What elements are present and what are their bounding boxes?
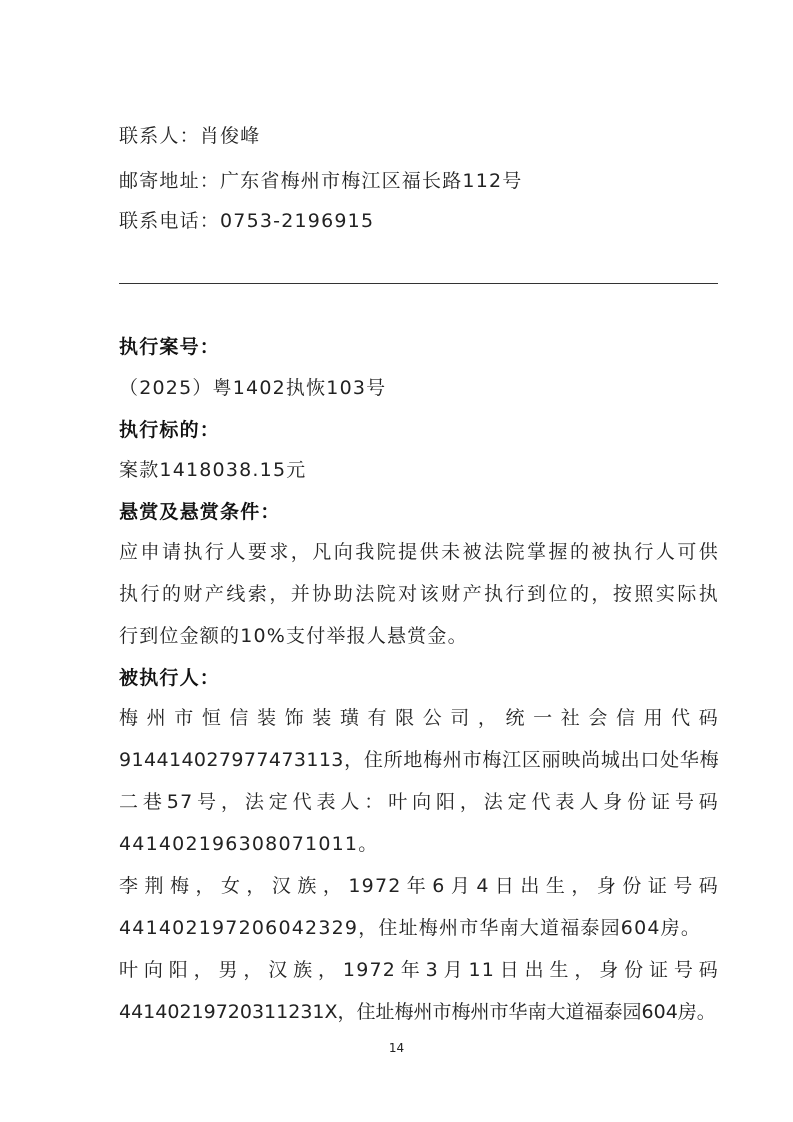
respondent-line: 李荆梅，女，汉族，1972年6月4日出生，身份证号码: [119, 875, 719, 897]
execution-target-heading: 执行标的：: [119, 419, 221, 441]
respondent-line: 44140219720311231X，住址梅州市梅州市华南大道福泰园604房。: [119, 1001, 716, 1023]
reward-conditions-line: 执行的财产线索，并协助法院对该财产执行到位的，按照实际执: [119, 583, 719, 605]
case-number: （2025）粤1402执恢103号: [119, 377, 387, 399]
reward-conditions-line: 行到位金额的10%支付举报人悬赏金。: [119, 625, 468, 647]
respondent-line: 914414027977473113，住所地梅州市梅江区丽映尚城出口处华梅: [119, 749, 719, 771]
contact-person: 联系人：肖俊峰: [119, 125, 261, 147]
respondent-line: 二巷57号，法定代表人：叶向阳，法定代表人身份证号码: [119, 791, 719, 813]
case-number-heading: 执行案号：: [119, 336, 221, 358]
section-divider: [119, 283, 718, 284]
respondent-line: 441402197206042329，住址梅州市华南大道福泰园604房。: [119, 917, 702, 939]
page-number: 14: [388, 1041, 405, 1055]
reward-conditions-line: 应申请执行人要求，凡向我院提供未被法院掌握的被执行人可供: [119, 541, 719, 563]
execution-target: 案款1418038.15元: [119, 459, 307, 481]
respondent-heading: 被执行人：: [119, 667, 221, 689]
respondent-line: 梅州市恒信装饰装璜有限公司，统一社会信用代码: [119, 707, 719, 729]
contact-phone: 联系电话：0753-2196915: [119, 210, 375, 232]
reward-conditions-heading: 悬赏及悬赏条件：: [119, 501, 281, 523]
respondent-line: 叶向阳，男，汉族，1972年3月11日出生，身份证号码: [119, 959, 719, 981]
contact-address: 邮寄地址：广东省梅州市梅江区福长路112号: [119, 170, 523, 192]
respondent-line: 441402196308071011。: [119, 833, 379, 855]
